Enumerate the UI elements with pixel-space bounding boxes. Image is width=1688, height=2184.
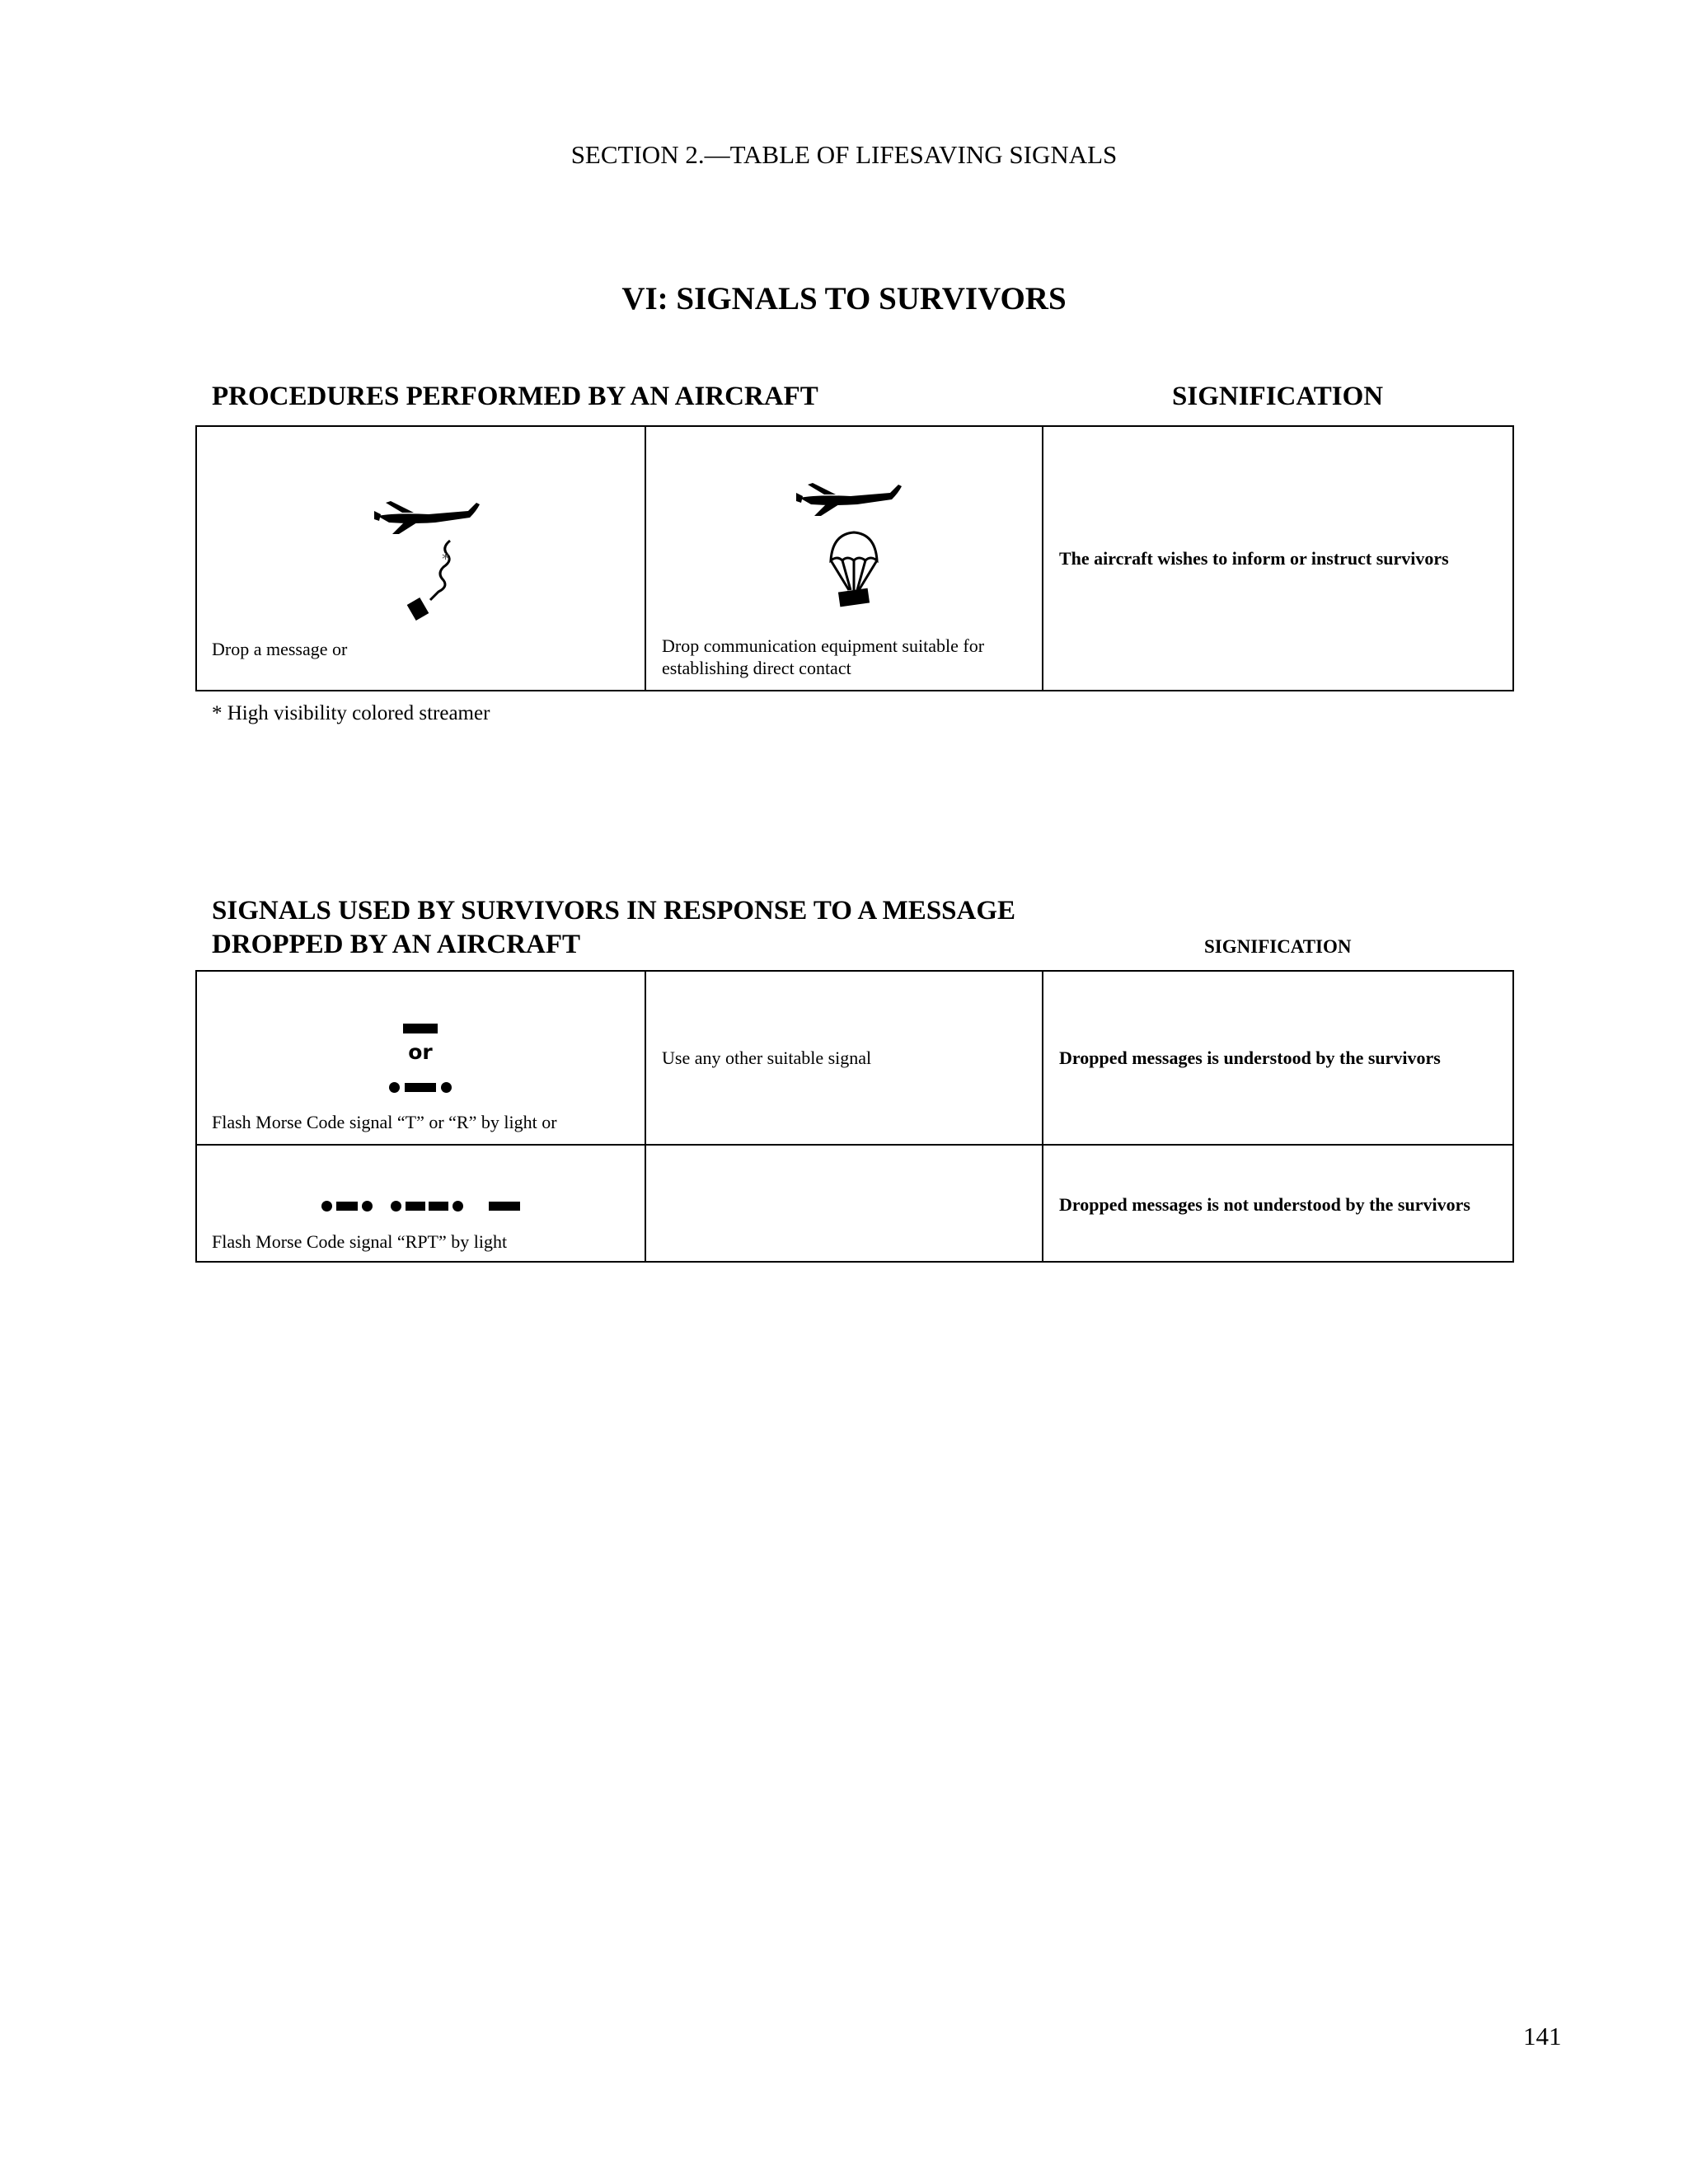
table-divider [1042, 970, 1043, 1263]
table-row-signal: Flash Morse Code signal “T” or “R” by light or [212, 1112, 557, 1132]
streamer-icon [430, 541, 450, 600]
drop-message-label: Drop a message or [212, 639, 348, 659]
table-row-signification: Dropped messages is not understood by the survivors [1059, 1194, 1470, 1215]
table-row-signification: Dropped messages is understood by the survivors [1059, 1047, 1441, 1068]
section2-heading-line2: DROPPED BY AN AIRCRAFT [212, 930, 581, 959]
morse-dash [405, 1083, 436, 1092]
table-divider [1042, 425, 1043, 691]
morse-dot [441, 1082, 452, 1093]
table-row-alternative: Use any other suitable signal [662, 1047, 872, 1068]
section1-heading: PROCEDURES PERFORMED BY AN AIRCRAFT [212, 382, 818, 411]
drop-equipment-label: Drop communication equipment suitable for establishing direct contact [662, 635, 985, 678]
table-divider [645, 425, 646, 691]
page-number: 141 [1523, 2022, 1562, 2050]
morse-t-or-r-icon [387, 1020, 453, 1099]
signification-inform-instruct: The aircraft wishes to inform or instruct survivors [1059, 548, 1449, 569]
or-label: or [408, 1040, 433, 1064]
section2-signification-heading: SIGNIFICATION [1204, 936, 1352, 957]
airplane-icon [374, 501, 480, 534]
section1-signification-heading: SIGNIFICATION [1172, 382, 1384, 411]
table-row-divider [195, 1144, 1514, 1146]
airplane-drop-equipment-icon [793, 476, 908, 625]
morse-dash [406, 1202, 425, 1211]
morse-rpt-icon [320, 1198, 526, 1215]
morse-dash-t [403, 1024, 438, 1033]
morse-dash [336, 1202, 358, 1211]
message-container-icon [407, 598, 429, 621]
footnote-streamer: * High visibility colored streamer [212, 702, 490, 724]
table-row-signal: Flash Morse Code signal “RPT” by light [212, 1231, 508, 1252]
airplane-drop-message-icon [371, 494, 486, 626]
running-head: SECTION 2.—TABLE OF LIFESAVING SIGNALS [570, 140, 1118, 169]
streamer-marker: * [442, 551, 449, 568]
morse-dot [452, 1201, 463, 1212]
morse-dot [321, 1201, 332, 1212]
section2-heading [212, 894, 1015, 962]
morse-dot [362, 1201, 373, 1212]
airplane-icon [796, 483, 902, 516]
morse-dot [389, 1082, 400, 1093]
table-divider [645, 970, 646, 1263]
morse-dash [429, 1202, 448, 1211]
morse-dot [391, 1201, 401, 1212]
morse-dash [489, 1202, 520, 1211]
equipment-package-icon [838, 588, 870, 607]
section2-heading-line1: SIGNALS USED BY SURVIVORS IN RESPONSE TO A MESSAGE [212, 896, 1016, 926]
parachute-icon [831, 532, 877, 590]
page-title: VI: SIGNALS TO SURVIVORS [621, 281, 1067, 316]
